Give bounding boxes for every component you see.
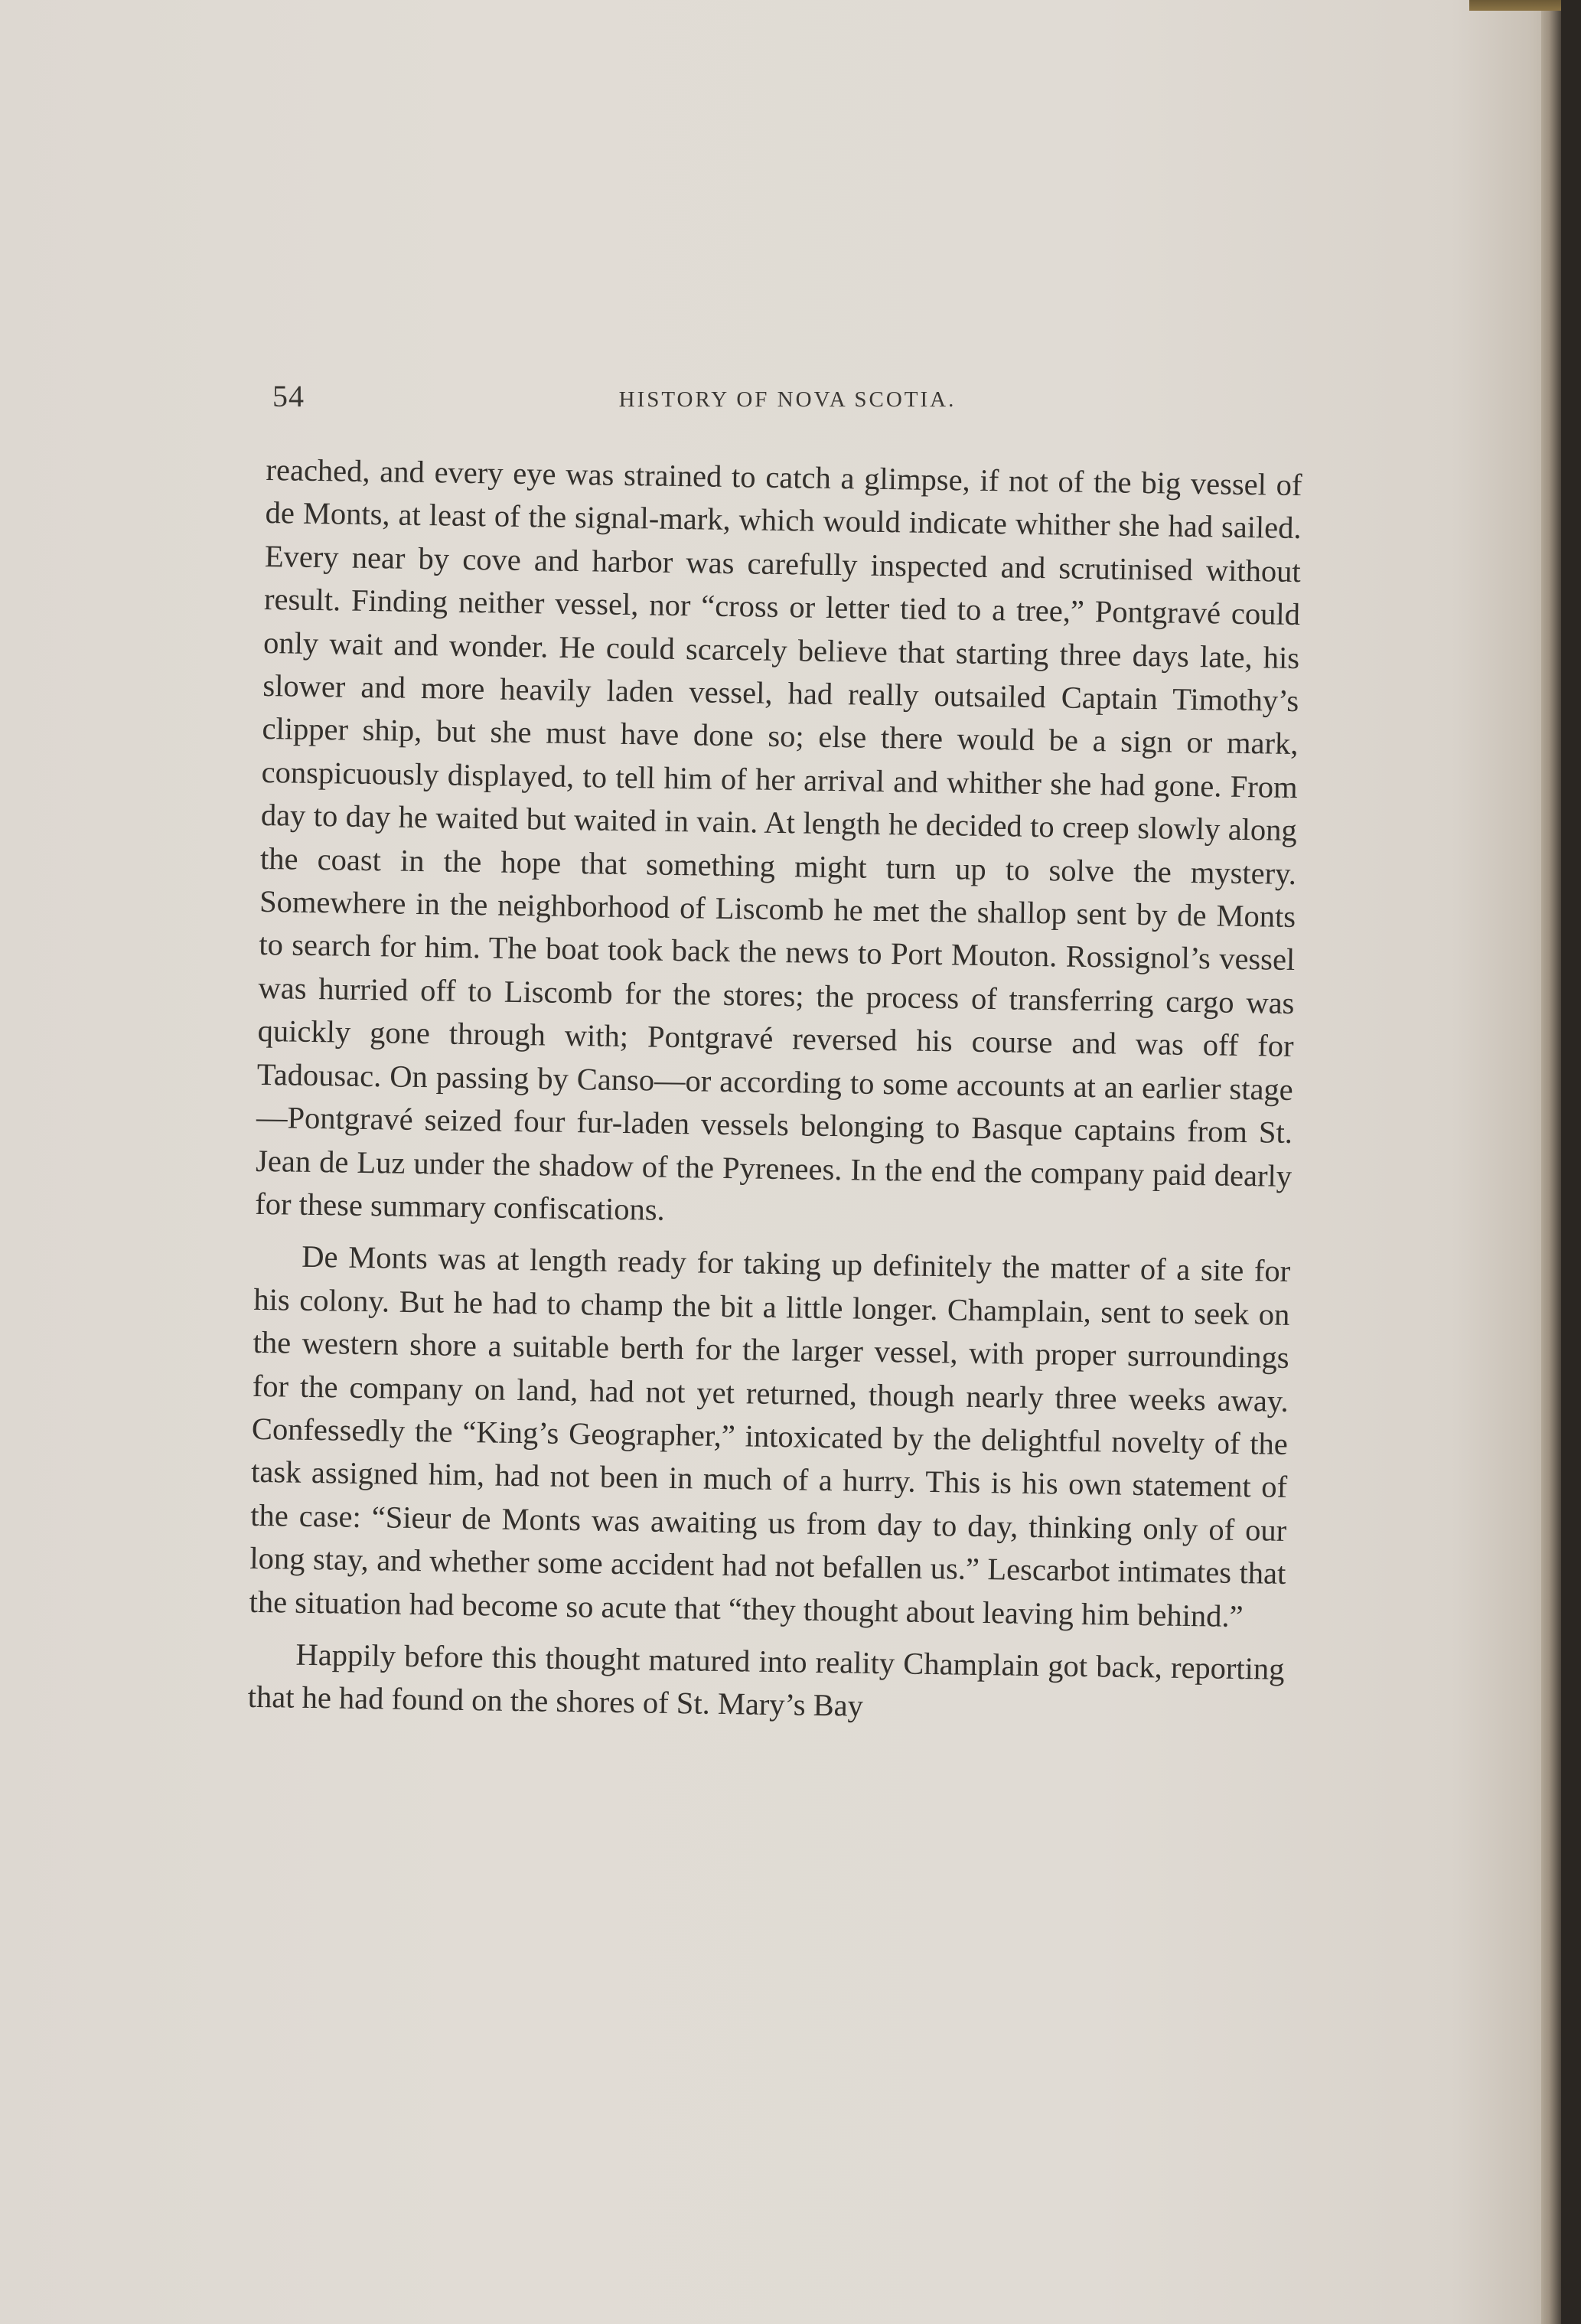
page-edge-shadow — [1541, 0, 1561, 2324]
page-header — [272, 378, 1302, 424]
running-title: HISTORY OF NOVA SCOTIA. — [618, 387, 957, 412]
corner-binding-tab — [1469, 0, 1561, 11]
paragraph-2: De Monts was at length ready for taking up definitely the matter of a site for his colony. But he had to champ the bit a little longer. Champlain, sent to seek on the western shore a suitable berth for the larger vessel, with proper surroundings for the company on land, had not yet returned, though nearly three weeks away. Confessedly the “King’s Geographer,” intoxicated by the delightful novelty of the task assigned him, had not been in much of a hurry. This is his own statement of the case: “Sieur de Monts was awaiting us from day to day, thinking only of our long stay, and whether some accident had not befallen us.” Lescarbot intimates that the situation had become so acute that “they thought about leaving him behind.” — [249, 1239, 1291, 1634]
paragraph-1: reached, and every eye was strained to catch a glimpse, if not of the big vessel of de Monts, at least of the signal-mark, which would indicate whither she had sailed. Every near by cove and harbor was carefully inspected and scrutinised without result. Finding neither vessel, nor “cross or letter tied to a tree,” Pontgravé could only wait and wonder. He could scarcely believe that starting three days late, his slower and more heavily laden vessel, had really outsailed Captain Timothy’s clipper ship, but she must have done so; else there would be a sign or mark, conspicuously displayed, to tell him of her arrival and whither she had gone. From day to day he waited but waited in vain. At length he decided to creep slowly along the coast in the hope that something might turn up to solve the mystery. Somewhere in the neighborhood of Liscomb he met the shallop sent by de Monts to search for him. The boat took back the news to Port Mouton. Rossignol’s vessel was hurried off to Liscomb for the stores; the process of transferring cargo was quickly gone through with; Pontgravé reversed his course and was off for Tadousac. On passing by Canso—or according to some accounts at an earlier stage—Pontgravé seized four fur-laden vessels belonging to Basque captains from St. Jean de Luz under the shadow of the Pyrenees. In the end the company paid dearly for these summary confiscations. — [255, 452, 1302, 1227]
body-text — [247, 449, 1302, 1735]
paragraph-3: Happily before this thought matured into reality Champlain got back, reporting that he had found on the shores of St. Mary’s Bay — [247, 1637, 1285, 1724]
page-number: 54 — [272, 379, 305, 413]
